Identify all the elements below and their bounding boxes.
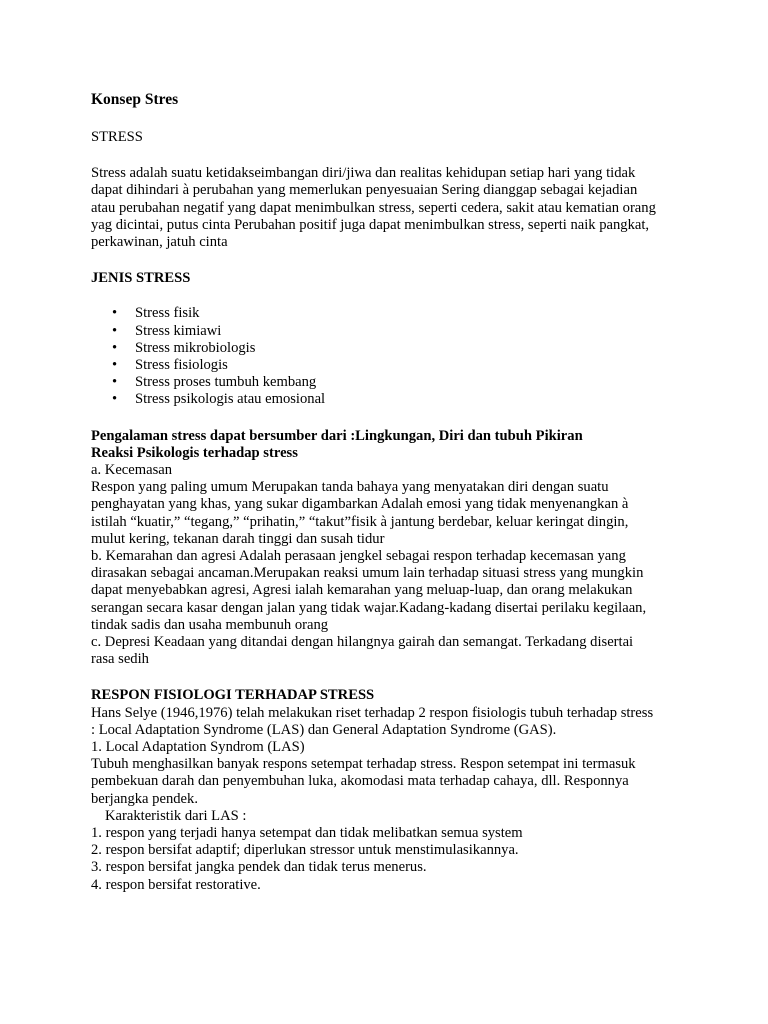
- text-line: Hans Selye (1946,1976) telah melakukan riset terhadap 2 respon fisiologis tubuh terhadap stress: [91, 704, 654, 721]
- list-item: • Stress kimiawi: [112, 322, 222, 339]
- intro-paragraph: [91, 165, 691, 251]
- document-title: Konsep Stres: [91, 91, 179, 108]
- bullet-icon: •: [112, 339, 118, 356]
- text-line: atau perubahan negatif yang dapat menimbulkan stress, seperti cedera, sakit atau kematian orang: [91, 199, 656, 216]
- list-item: • Stress fisiologis: [112, 356, 228, 373]
- text-line: c. Depresi Keadaan yang ditandai dengan hilangnya gairah dan semangat. Terkadang disertai: [91, 633, 634, 650]
- text-line: yag dicintai, putus cinta Perubahan positif juga dapat menimbulkan stress, seperti naik pangkat,: [91, 216, 650, 233]
- text-line: Tubuh menghasilkan banyak respons setempat terhadap stress. Respon setempat ini termasuk: [91, 756, 636, 773]
- bullet-icon: •: [112, 322, 118, 339]
- text-line: 1. Local Adaptation Syndrom (LAS): [91, 739, 305, 755]
- bullet-icon: •: [112, 391, 118, 408]
- karakteristik-label: Karakteristik dari LAS :: [105, 807, 247, 824]
- text-line: perkawinan, jatuh cinta: [91, 234, 228, 251]
- list-item: • Stress mikrobiologis: [112, 339, 256, 356]
- text-line: dirasakan sebagai ancaman.Merupakan reaksi umum lain terhadap situasi stress yang mungkin: [91, 565, 644, 582]
- respon-heading: RESPON FISIOLOGI TERHADAP STRESS: [91, 687, 375, 704]
- text-line: serangan secara kasar dengan jalan yang tidak wajar.Kadang-kadang disertai perilaku kegilaan,: [91, 599, 647, 616]
- list-item: 1. respon yang terjadi hanya setempat dan tidak melibatkan semua system: [91, 825, 523, 842]
- text-line: dapat dihindari à perubahan yang memerlukan penyesuaian Sering dianggap sebagai kejadian: [91, 182, 638, 199]
- text-line: rasa sedih: [91, 651, 149, 668]
- text-line: b. Kemarahan dan agresi Adalah perasaan jengkel sebagai respon terhadap kecemasan yang: [91, 547, 626, 564]
- list-item: • Stress fisik: [112, 305, 200, 322]
- text-line: penghayatan yang khas, yang sukar digambarkan Adalah emosi yang tidak menyenangkan à: [91, 496, 629, 513]
- bullet-icon: •: [112, 305, 118, 322]
- section-subtitle: STRESS: [91, 129, 143, 145]
- text-line: dapat menyebabkan agresi, Agresi ialah kemarahan yang meluap-luap, dan orang melakukan: [91, 582, 633, 599]
- text-line: mulut kering, tekanan darah tinggi dan susah tidur: [91, 530, 385, 547]
- reaksi-heading: Reaksi Psikologis terhadap stress: [91, 444, 298, 461]
- bullet-icon: •: [112, 356, 118, 373]
- text-line: a. Kecemasan: [91, 461, 173, 478]
- section-heading-jenis: JENIS STRESS: [91, 270, 191, 287]
- karakteristik-list: [91, 825, 691, 894]
- bullet-icon: •: [112, 374, 118, 391]
- text-line: Stress adalah suatu ketidakseimbangan diri/jiwa dan realitas kehidupan setiap hari yang tidak: [91, 165, 636, 182]
- list-item: 2. respon bersifat adaptif; diperlukan stressor untuk menstimulasikannya.: [91, 842, 519, 859]
- jenis-stress-list: [91, 305, 691, 408]
- text-line: : Local Adaptation Syndrome (LAS) dan General Adaptation Syndrome (GAS).: [91, 721, 557, 738]
- reaksi-paragraph: [91, 462, 691, 668]
- list-item: • Stress proses tumbuh kembang: [112, 374, 317, 391]
- respon-paragraph: [91, 705, 691, 808]
- list-item: 4. respon bersifat restorative.: [91, 876, 261, 893]
- text-line: pembekuan darah dan penyembuhan luka, akomodasi mata terhadap cahaya, dll. Responnya: [91, 773, 629, 790]
- text-line: Respon yang paling umum Merupakan tanda bahaya yang menyatakan diri dengan suatu: [91, 479, 609, 496]
- pengalaman-heading: Pengalaman stress dapat bersumber dari :Lingkungan, Diri dan tubuh Pikiran: [91, 427, 583, 444]
- list-item: • Stress psikologis atau emosional: [112, 391, 326, 408]
- text-line: berjangka pendek.: [91, 790, 198, 807]
- document-page: [91, 90, 691, 894]
- text-line: tindak sadis dan usaha membunuh orang: [91, 616, 329, 633]
- list-item: 3. respon bersifat jangka pendek dan tidak terus menerus.: [91, 859, 427, 876]
- text-line: istilah “kuatir,” “tegang,” “prihatin,” “takut”fisik à jantung berdebar, keluar keringat dingin,: [91, 513, 629, 530]
